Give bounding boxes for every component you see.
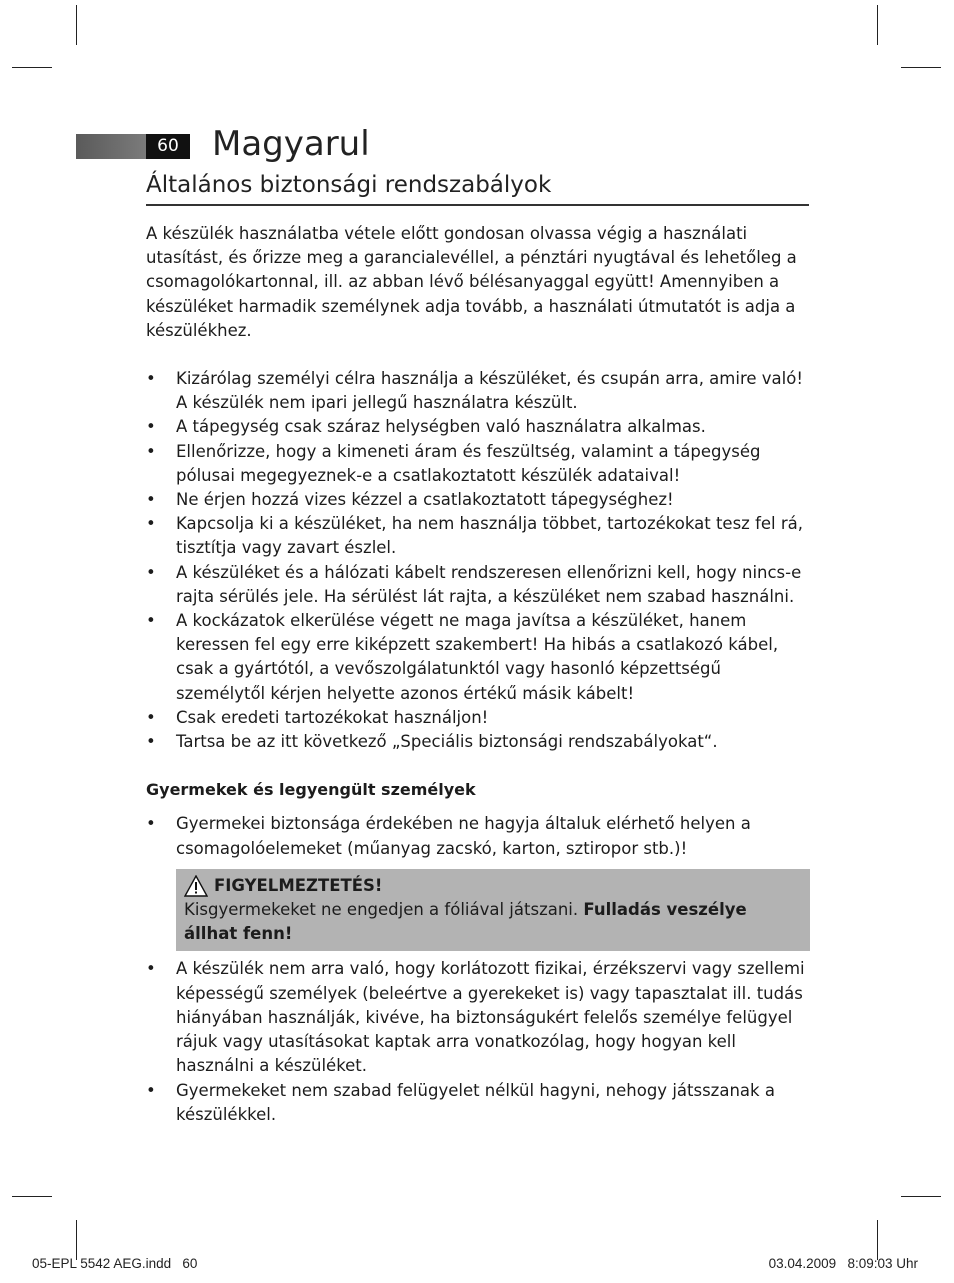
list-item: • Ne érjen hozzá vizes kézzel a csatlakoztatott tápegységhez!	[146, 488, 810, 512]
warning-body	[184, 898, 802, 946]
list-item: • Ellenőrizze, hogy a kimeneti áram és feszültség, valamint a tápegység pólusai megegyeznek-e a csatlakoztatott készülék adataival!	[146, 440, 810, 488]
list-item: • Gyermekei biztonsága érdekében ne hagyja általuk elérhető helyen a csomagolóelemeket (műanyag zacskó, karton, sztiropor stb.)!	[146, 812, 810, 860]
warning-title-row	[184, 874, 802, 898]
list-item: • A tápegység csak száraz helységben való használatra alkalmas.	[146, 415, 810, 439]
list-item: • Tartsa be az itt következő „Speciális biztonsági rendszabályokat“.	[146, 730, 810, 754]
crop-mark	[76, 1220, 77, 1260]
list-item: • Csak eredeti tartozékokat használjon!	[146, 706, 810, 730]
crop-mark	[12, 1196, 52, 1197]
intro-paragraph: A készülék használatba vétele előtt gondosan olvassa végig a használati utasítást, és őrizze meg a garancialevéllel, a pénztári nyugtával és lehetőleg a csomagolókartonnal, ill. az abban lévő bélésanyaggal együtt! Amennyiben a készüléket harmadik személynek adja tovább, a használati útmutatót is adja a készülékhez.	[146, 224, 797, 340]
crop-mark	[901, 1196, 941, 1197]
warning-title: FIGYELMEZTETÉS!	[214, 875, 383, 895]
warning-emphasis: Fulladás veszélye állhat fenn!	[184, 900, 747, 944]
children-list	[146, 812, 810, 860]
page-number: 60	[146, 134, 190, 159]
warning-text: Kisgyermekeket ne engedjen a fóliával játszani.	[184, 900, 584, 920]
safety-list	[146, 367, 810, 754]
section-title: Általános biztonsági rendszabályok	[146, 172, 552, 198]
list-item: • Gyermekeket nem szabad felügyelet nélkül hagyni, nehogy játsszanak a készülékkel.	[146, 1079, 810, 1127]
crop-mark	[76, 5, 77, 45]
content	[146, 222, 810, 1127]
title-rule	[146, 204, 809, 206]
crop-mark	[877, 1220, 878, 1260]
list-item: • Kizárólag személyi célra használja a készüléket, és csupán arra, amire való! A készülék nem ipari jellegű használatra készült.	[146, 367, 810, 415]
warning-box	[176, 869, 810, 952]
crop-mark	[877, 5, 878, 45]
footer-timestamp: 03.04.2009 8:09:03 Uhr	[768, 1256, 918, 1271]
footer-file-info: 05-EPL 5542 AEG.indd 60	[32, 1256, 198, 1271]
list-item: • A készüléket és a hálózati kábelt rendszeresen ellenőrizni kell, hogy nincs-e rajta sérülés jele. Ha sérülést lát rajta, a készüléket nem szabad használni.	[146, 561, 810, 609]
children-list-continued	[146, 957, 810, 1126]
crop-mark	[901, 67, 941, 68]
subsection-heading: Gyermekek és legyengült személyek	[146, 780, 476, 800]
list-item: • Kapcsolja ki a készüléket, ha nem használja többet, tartozékokat tesz fel rá, tisztítja vagy zavart észlel.	[146, 512, 810, 560]
crop-mark	[12, 67, 52, 68]
list-item: • A kockázatok elkerülése végett ne maga javítsa a készüléket, hanem keressen fel egy erre kiképzett szakembert! Ha hibás a csatlakozó kábel, csak a gyártótól, a vevőszolgálatunktól vagy hasonló képzettségű személytől kérjen helyette azonos értékű másik kábelt!	[146, 609, 810, 706]
spacer	[146, 802, 810, 812]
page-title: Magyarul	[212, 124, 370, 164]
warning-triangle-icon	[184, 875, 208, 897]
list-item: • A készülék nem arra való, hogy korlátozott fizikai, érzékszervi vagy szellemi képességű személyek (beleértve a gyerekeket is) vagy tapasztalat ill. tudás hiányában használják, kivéve, ha biztonságukért felelős személye felügyel rájuk vagy utasításokat kaptak arra vonatkozólag, hogy hogyan kell használni a készüléket.	[146, 957, 810, 1078]
spacer	[146, 754, 810, 778]
